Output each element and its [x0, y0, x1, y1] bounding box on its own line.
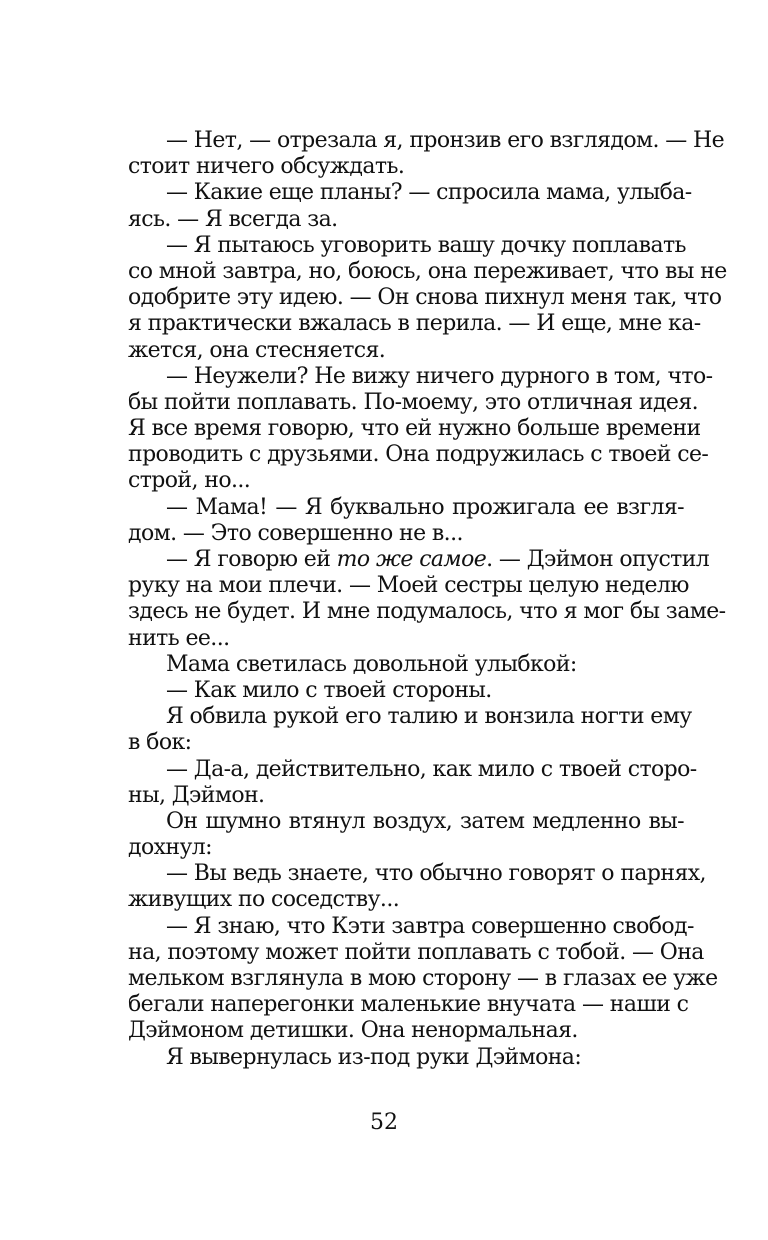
- text-line: мельком взглянула в мою сторону — в глазах ее уже: [128, 966, 718, 991]
- text-line: дохнул:: [128, 835, 212, 861]
- body-text: [128, 128, 727, 1071]
- text-line: — Я пытаюсь уговорить вашу дочку поплавать: [166, 232, 686, 258]
- text-line: я практически вжалась в перила. — И еще, мне ка-: [128, 311, 701, 337]
- text-line: проводить с друзьями. Она подружилась с твоей се-: [128, 442, 709, 468]
- text-line: Я обвила рукой его талию и вонзила ногти ему: [166, 704, 692, 730]
- page-number: 52: [370, 1110, 398, 1135]
- text-segment: . — Дэймон опустил: [486, 547, 710, 572]
- text-segment: — Я говорю ей: [166, 547, 337, 572]
- text-line: Я вывернулась из-под руки Дэймона:: [166, 1044, 582, 1070]
- text-line: Он шумно втянул воздух, затем медленно вы-: [166, 808, 684, 834]
- text-line: — Неужели? Не вижу ничего дурного в том, что-: [166, 363, 713, 389]
- italic-segment: то же самое: [336, 547, 487, 572]
- text-line: руку на мои плечи. — Моей сестры целую неделю: [128, 573, 689, 599]
- text-line: одобрите эту идею. — Он снова пихнул меня так, что: [128, 285, 722, 311]
- text-line: бегали наперегонки маленькие внучата — наши с: [128, 992, 689, 1018]
- text-line: жется, она стесняется.: [128, 337, 386, 363]
- text-line: — Нет, — отрезала я, пронзив его взглядом. — Не: [166, 128, 725, 153]
- text-line: на, поэтому может пойти поплавать с тобой. — Она: [128, 939, 704, 965]
- text-line: в бок:: [128, 730, 192, 756]
- text-line: живущих по соседству...: [128, 887, 400, 913]
- text-line: Дэймоном детишки. Она ненормальная.: [128, 1018, 578, 1044]
- text-line: со мной завтра, но, боюсь, она переживает, что вы не: [128, 258, 727, 284]
- text-line: нить ее...: [128, 625, 230, 651]
- text-line: бы пойти поплавать. По-моему, это отличная идея.: [128, 389, 699, 415]
- text-line: дом. — Это совершенно не в...: [128, 520, 463, 546]
- text-line: [128, 547, 710, 573]
- text-line: стоит ничего обсуждать.: [128, 154, 405, 180]
- text-line: ясь. — Я всегда за.: [128, 206, 338, 232]
- text-line: — Как мило с твоей стороны.: [166, 677, 492, 703]
- text-line: — Мама! — Я буквально прожигала ее взгля-: [166, 494, 684, 520]
- text-line: ны, Дэймон.: [128, 782, 265, 808]
- text-line: здесь не будет. И мне подумалось, что я мог бы заме-: [128, 599, 726, 625]
- text-line: Я все время говорю, что ей нужно больше времени: [128, 416, 701, 442]
- text-line: — Какие еще планы? — спросила мама, улыба-: [166, 180, 692, 206]
- text-line: — Я знаю, что Кэти завтра совершенно свобод-: [166, 913, 694, 939]
- text-line: — Да-а, действительно, как мило с твоей сторо-: [166, 756, 697, 782]
- text-line: Мама светилась довольной улыбкой:: [166, 651, 577, 677]
- text-line: — Вы ведь знаете, что обычно говорят о парнях,: [166, 861, 706, 887]
- text-line: строй, но...: [128, 468, 251, 494]
